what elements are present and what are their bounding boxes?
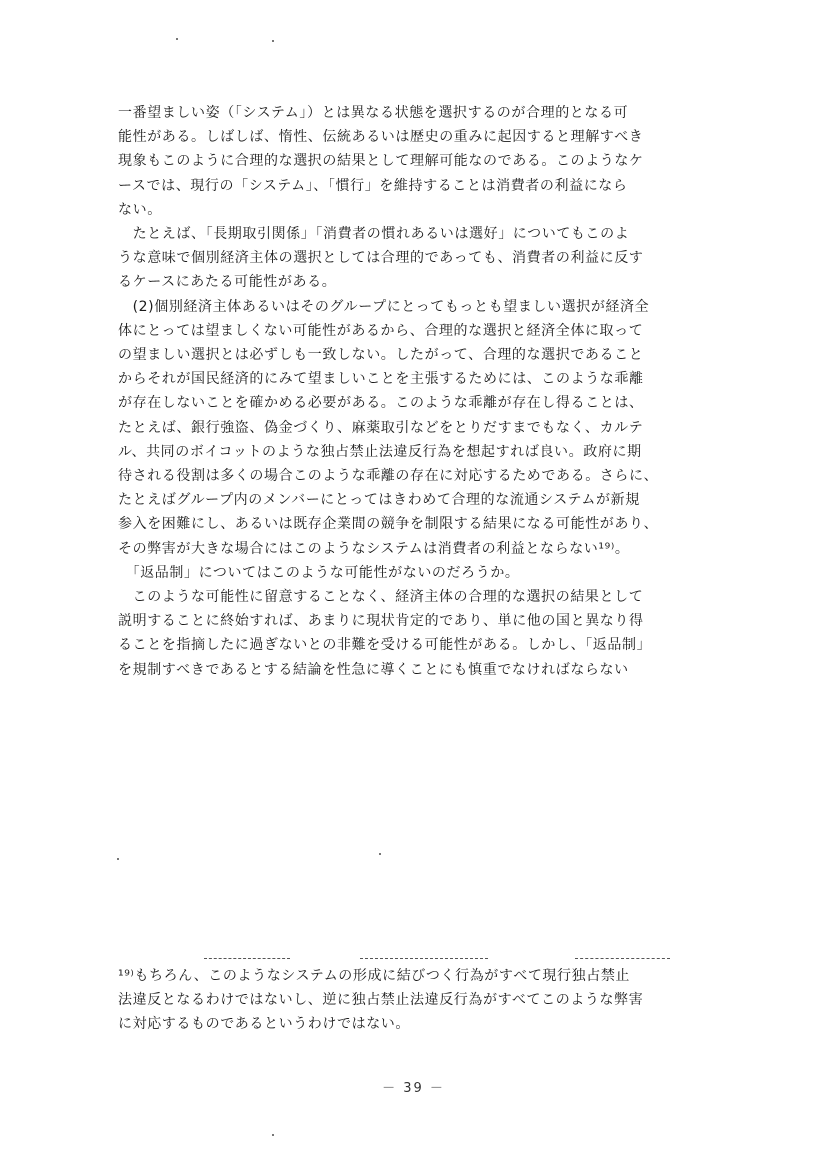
body-line: からそれが国民経済的にみて望ましいことを主張するためには、このような乖離 <box>118 371 644 388</box>
scan-speck <box>272 1134 274 1136</box>
body-line: が存在しないことを確かめる必要がある。このような乖離が存在し得ることは、 <box>118 395 644 412</box>
body-line: このような可能性に留意することなく、経済主体の合理的な選択の結果として <box>118 589 644 605</box>
footnote-rule <box>204 958 290 959</box>
footnote-rule <box>360 958 488 959</box>
body-line: たとえば、「長期取引関係」「消費者の慣れあるいは選好」についてもこのよ <box>118 226 630 242</box>
body-line: を規制すべきであるとする結論を性急に導くことにも慎重でなければならない <box>118 661 629 678</box>
body-line: 一番望ましい姿（「システム」）とは異なる状態を選択するのが合理的となる可 <box>118 105 629 121</box>
body-line: 参入を困難にし、あるいは既存企業間の競争を制限する結果になる可能性があり、 <box>118 516 659 533</box>
body-line: たとえば、銀行強盗、偽金づくり、麻薬取引などをとりだすまでもなく、カルテ <box>118 419 644 436</box>
footnote-line: に対応するものであるというわけではない。 <box>118 1016 410 1032</box>
body-line: 「返品制」についてはこのような可能性がないのだろうか。 <box>118 564 520 581</box>
body-line: るケースにあたる可能性がある。 <box>118 274 337 291</box>
scan-speck <box>117 858 119 860</box>
body-line: 現象もこのように合理的な選択の結果として理解可能なのである。このようなケ <box>118 153 644 170</box>
body-line: ない。 <box>118 201 162 218</box>
body-line: うな意味で個別経済主体の選択としては合理的であっても、消費者の利益に反す <box>118 250 644 267</box>
body-line: 説明することに終始すれば、あまりに現状肯定的であり、単に他の国と異なり得 <box>118 613 644 630</box>
body-line: その弊害が大きな場合にはこのようなシステムは消費者の利益とならない¹⁹⁾。 <box>118 540 630 557</box>
body-line: の望ましい選択とは必ずしも一致しない。したがって、合理的な選択であること <box>118 347 644 363</box>
body-line: 能性がある。しばしば、惰性、伝統あるいは歴史の重みに起因すると理解すべき <box>118 129 644 146</box>
page-number: － 39 － <box>382 1081 445 1096</box>
footnote-line: ¹⁹⁾もちろん、このようなシステムの形成に結びつく行為がすべて現行独占禁止 <box>118 968 631 984</box>
scan-speck <box>379 853 381 855</box>
body-line: 体にとっては望ましくない可能性があるから、合理的な選択と経済全体に取って <box>118 322 644 339</box>
scan-speck <box>176 38 178 40</box>
scan-speck <box>272 40 274 42</box>
footnote-line: 法違反となるわけではないし、逆に独占禁止法違反行為がすべてこのような弊害 <box>118 992 644 1008</box>
footnote-rule <box>575 958 670 959</box>
body-line: 待される役割は多くの場合このような乖離の存在に対応するためである。さらに、 <box>118 468 659 484</box>
body-line: ることを指摘したに過ぎないとの非難を受ける可能性がある。しかし、「返品制」 <box>118 637 652 654</box>
body-line: ル、共同のボイコットのような独占禁止法違反行為を想起すれば良い。政府に期 <box>118 443 642 460</box>
body-line: たとえばグループ内のメンバーにとってはきわめて合理的な流通システムが新規 <box>118 492 640 509</box>
body-line: ースでは、現行の「システム」、「慣行」を維持することは消費者の利益になら <box>118 177 628 194</box>
body-line: (2)個別経済主体あるいはそのグループにとってもっとも望ましい選択が経済全 <box>118 298 650 315</box>
